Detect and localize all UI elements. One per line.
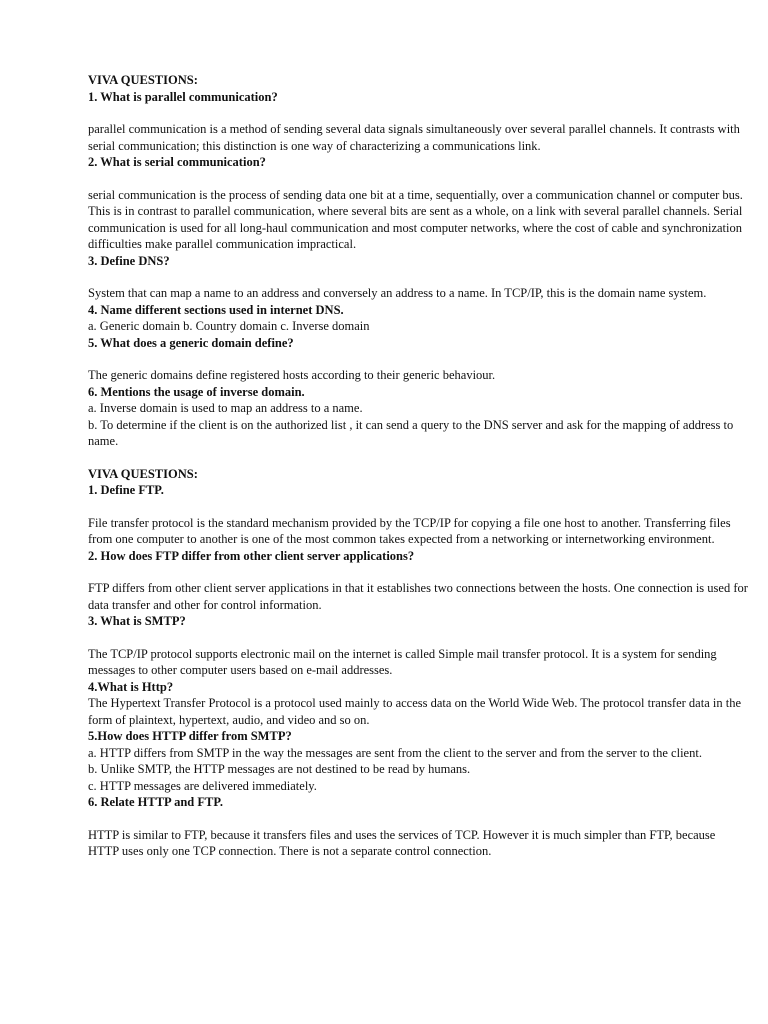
answer-3: The TCP/IP protocol supports electronic mail on the internet is called Simple mail transfer protocol. It is a system for sending messages to other computer users based on e-mail addresses. <box>88 646 717 677</box>
question-3: 3. Define DNS? <box>88 253 170 268</box>
question-3: 3. What is SMTP? <box>88 614 186 628</box>
answer-6b: b. To determine if the client is on the authorized list , it can send a query to the DNS server and ask for the mapping of address to name. <box>88 417 734 448</box>
question-1: 1. Define FTP. <box>88 483 164 497</box>
answer-2: FTP differs from other client server applications in that it establishes two connections between the hosts. One connection is used for data transfer and other for control information. <box>88 581 748 612</box>
section-title: VIVA QUESTIONS: <box>88 73 198 87</box>
answer-4: a. Generic domain b. Country domain c. Inverse domain <box>88 319 370 333</box>
answer-5b: b. Unlike SMTP, the HTTP messages are not destined to be read by humans. <box>88 762 471 776</box>
question-6: 6. Mentions the usage of inverse domain. <box>88 384 305 399</box>
question-2: 2. What is serial communication? <box>88 155 266 169</box>
answer-2: serial communication is the process of sending data one bit at a time, sequentially, over a communication channel or computer bus. This is in contrast to parallel communication, where several bits are sent as a whole, on a link with several parallel channels. Serial communication is used for all long-haul communication and most computer networks, where the cost of cable and synchronization difficulties make parallel communication impractical. <box>88 187 743 251</box>
question-6: 6. Relate HTTP and FTP. <box>88 795 223 809</box>
answer-1: parallel communication is a method of sending several data signals simultaneously over several parallel channels. It contrasts with serial communication; this distinction is one way of characterizing a communications link. <box>88 122 740 153</box>
section-title: VIVA QUESTIONS: <box>88 466 198 481</box>
question-1: 1. What is parallel communication? <box>88 89 278 104</box>
question-5: 5. What does a generic domain define? <box>88 335 294 350</box>
answer-6: HTTP is similar to FTP, because it transfers files and uses the services of TCP. However it is much simpler than FTP, because HTTP uses only one TCP connection. There is not a separate control connection. <box>88 827 716 858</box>
question-2: 2. How does FTP differ from other client server applications? <box>88 548 415 563</box>
question-5: 5.How does HTTP differ from SMTP? <box>88 729 292 743</box>
answer-1: File transfer protocol is the standard mechanism provided by the TCP/IP for copying a file one host to another. Transferring files from one computer to another is one of the most common takes expected from a networking or internetworking environment. <box>88 515 731 546</box>
document-content <box>88 72 748 860</box>
answer-5: The generic domains define registered hosts according to their generic behaviour. <box>88 368 496 382</box>
answer-5c: c. HTTP messages are delivered immediately. <box>88 778 317 793</box>
answer-6a: a. Inverse domain is used to map an address to a name. <box>88 401 363 415</box>
question-4: 4. Name different sections used in internet DNS. <box>88 302 344 317</box>
answer-5a: a. HTTP differs from SMTP in the way the messages are sent from the client to the server and from the server to the client. <box>88 745 702 760</box>
question-4: 4.What is Http? <box>88 679 174 694</box>
answer-4: The Hypertext Transfer Protocol is a protocol used mainly to access data on the World Wide Web. The protocol transfer data in the form of plaintext, hypertext, audio, and video and so on. <box>88 696 741 727</box>
answer-3: System that can map a name to an address and conversely an address to a name. In TCP/IP, this is the domain name system. <box>88 286 707 300</box>
